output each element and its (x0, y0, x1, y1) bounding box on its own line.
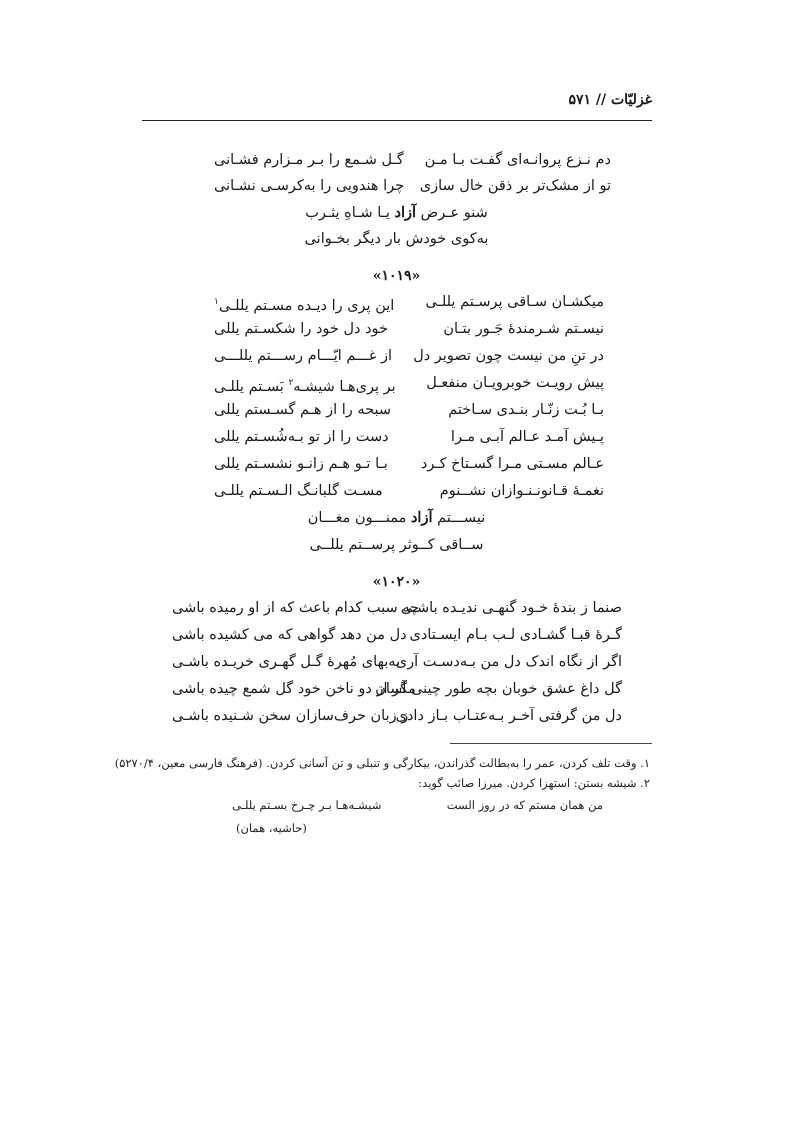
first-hemistich: میکشـان سـاقی پرسـتم یللـی (425, 294, 604, 310)
second-hemistich: بر پری‌هـا شیشـه$^۲$ بَسـتم یللـی (214, 378, 396, 395)
second-hemistich: ز زبان حرف‌سازان سخن شـنیده باشـی (172, 708, 409, 724)
second-hemistich: خود دل خود را شکسـتم یللی (214, 321, 388, 337)
closing-line: به‌کوی خودش بار دیگر بخـوانی (304, 231, 489, 247)
footnote-separator (450, 743, 652, 744)
first-hemistich: من همان مستم که در روز الست (446, 798, 603, 812)
closing-line: نیســـتم آزاد ممنـــون مغـــان (307, 509, 486, 526)
page-header (142, 92, 652, 121)
first-hemistich: اگر از نگاه اندک دل من بـه‌دسـت آری (395, 654, 622, 670)
footnote-source: (حاشیه، همان) (236, 821, 307, 835)
closing-line: ســاقی کــوثر پرســتم یللــی (309, 537, 484, 553)
first-hemistich: دل من گرفتی آخـر بـه‌عتـاب بـاز دادی (395, 708, 622, 724)
first-hemistich: تو از مشک‌تر بر ذقن خال سازی (419, 178, 611, 194)
poet-name: آزاد (410, 509, 433, 526)
poem-number: «۱۰۱۹» (372, 268, 421, 284)
first-hemistich: پـیش آمـد عـالم آبـی مـرا (450, 429, 604, 445)
footnote-2: ۲. شیشه بستن: استهزا کردن. میرزا صائب گوید: (418, 776, 650, 790)
first-hemistich: نغمـهٔ قـانونـنـوازان نشــنوم (439, 483, 604, 499)
first-hemistich: دم نـزع پروانـه‌ای گفـت بـا مـن (424, 152, 611, 168)
running-head: غزلیّات // ۵۷۱ (568, 92, 652, 108)
first-hemistich: نیسـتم شـرمندهٔ جَـور بتـان (443, 321, 604, 337)
second-hemistich: این پری را دیـده مسـتم یللـی$^۱$ (214, 297, 395, 314)
poet-name: آزاد (394, 204, 417, 221)
first-hemistich: بـا بُـت زنّـار بنـدی سـاختم (448, 402, 604, 418)
second-hemistich: چه سبب کدام باعث که از او رمیده باشی (172, 600, 420, 616)
first-hemistich: پیش رویـت خوبرویـان منفعـل (426, 375, 604, 391)
closing-line: شنو عـرض آزاد یـا شـاهِ یثـرب (305, 204, 488, 221)
first-hemistich: در تنِ من نیست چون تصویر دل (413, 348, 604, 364)
footnote-marker: ۱ (214, 297, 219, 307)
second-hemistich: از غـــم ایّـــام رســـتم یللـــی (214, 348, 393, 364)
second-hemistich: دست را از تو بـه‌شُسـتم یللی (214, 429, 389, 445)
second-hemistich: چرا هندویی را به‌کرسـی نشـانی (214, 178, 405, 194)
footnote-verse (232, 797, 603, 813)
first-hemistich: گل داغ عشق خوبان بچه طور چینی آسان (375, 681, 622, 697)
second-hemistich: مسـت گلبانـگ الـسـتم یللـی (214, 483, 383, 499)
footnote-1: ۱. وقت تلف کردن، عمر را به‌بطالت گذراندن، بیکارگی و تنبلی و تن آسانی کردن. (فرهنگ فارسی معین، ۵۲۷۰/۴) (114, 756, 650, 770)
second-hemistich: گـل شـمع را بـر مـزارم فشـانی (214, 152, 404, 168)
poem-number: «۱۰۲۰» (372, 574, 421, 590)
footnote-marker: ۲ (288, 378, 294, 388)
first-hemistich: عـالم مسـتی مـرا گسـتاخ کـرد (420, 456, 604, 472)
first-hemistich: گـرهٔ قبـا گشـادی لـب بـام ایسـتادی (409, 627, 622, 643)
second-hemistich: دل من دهد گواهی که می کشیده باشی (172, 627, 407, 643)
second-hemistich: شیشـه‌هـا بـر چـرخ بسـتم یللـی (232, 798, 382, 812)
second-hemistich: سبحه را از هـم گسـستم یللی (214, 402, 392, 418)
second-hemistich: بـا تـو هـم زانـو نشسـتم یللی (214, 456, 388, 472)
first-hemistich: صنما ز بندهٔ خـود گنهـی ندیـده باشـی (400, 600, 622, 616)
second-hemistich: مگر از دو ناخن خود گل شمع چیده باشی (172, 681, 416, 697)
second-hemistich: به‌بهای مُهرهٔ گـل گهـری خریـده باشـی (172, 654, 401, 670)
